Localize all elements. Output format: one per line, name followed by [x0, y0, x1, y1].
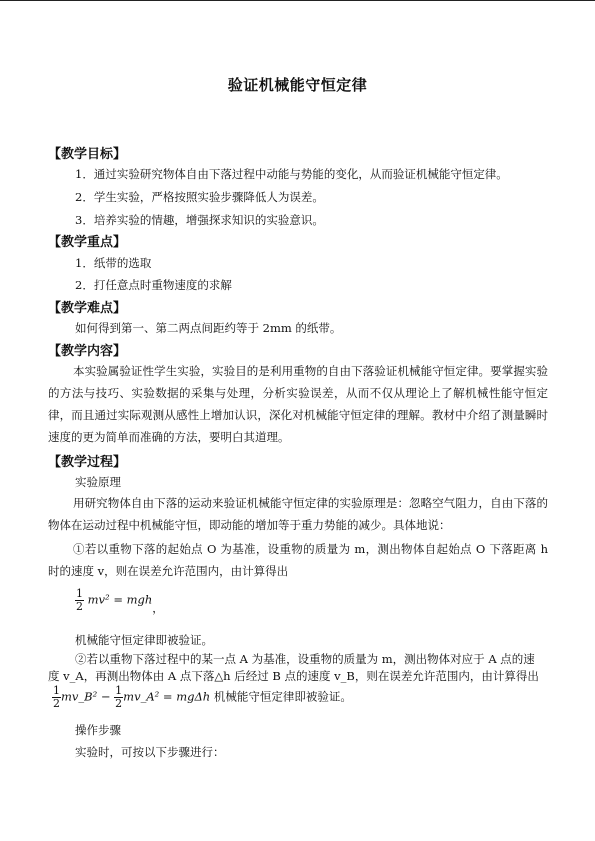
case2-line-2: 度 v_A，再测出物体由 A 点下落△h 后经过 B 点的速度 v_B，则在误差允许范围内，由计算得出 — [48, 669, 539, 683]
principle-label: 实验原理 — [75, 475, 121, 489]
formula-term-b: mv_B² — [61, 689, 98, 704]
content-paragraph: 本实验属验证性学生实验，实验目的是利用重物的自由下落验证机械能守恒定律。要掌握实验的方法与技巧、实验数据的采集与处理，分析实验误差，从而不仅从理论上了解机械性能守恒定律，而且通过实际观测从感性上增加认识，深化对机械能守恒定律的理解。教材中介绍了测量瞬时速度的更为简单而准确的方法，要明白其道理。 — [48, 364, 548, 444]
objective-item-1: 1．通过实验研究物体自由下落过程中动能与势能的变化，从而验证机械能守恒定律。 — [75, 167, 508, 181]
case2-line-1: ②若以重物下落过程中的某一点 A 为基准，设重物的质量为 m，测出物体对应于 A 点的速 — [75, 652, 535, 666]
difficulty-text: 如何得到第一、第二两点间距约等于 2mm 的纸带。 — [75, 321, 342, 335]
objective-item-3: 3．培养实验的情趣，增强探求知识的实验意识。 — [75, 213, 324, 227]
formula-tail: ， — [152, 600, 164, 615]
fraction-half-a: $\frac{1}{2}$ — [115, 684, 123, 710]
fraction-half-b: $\frac{1}{2}$ — [53, 684, 60, 710]
formula-rhs-b: = mgΔh — [159, 689, 211, 704]
formula-rhs: mv² = mgh — [87, 592, 153, 607]
document-title: 验证机械能守恒定律 — [227, 76, 368, 94]
fraction-half: $\frac{1}{2}$ — [76, 587, 83, 613]
steps-intro: 实验时，可按以下步骤进行： — [75, 745, 225, 759]
heading-key-points: 【教学重点】 — [48, 235, 127, 250]
key-point-item-2: 2．打任意点时重物速度的求解 — [75, 278, 232, 292]
case1-paragraph: ①若以重物下落的起始点 O 为基准，设重物的质量为 m，测出物体自起始点 O 下落距离 h 时的速度 v，则在误差允许范围内，由计算得出 — [48, 542, 548, 578]
steps-label: 操作步骤 — [75, 723, 121, 737]
key-point-item-1: 1．纸带的选取 — [75, 256, 152, 270]
principle-paragraph: 用研究物体自由下落的运动来验证机械能守恒定律的实验原理是：忽略空气阻力，自由下落的物体在运动过程中机械能守恒，即动能的增加等于重力势能的减少。具体地说： — [48, 496, 548, 532]
page-top-rule — [0, 0, 595, 1]
formula-minus: − — [97, 689, 115, 704]
heading-objectives: 【教学目标】 — [48, 147, 127, 162]
objective-item-2: 2．学生实验，严格按照实验步骤降低人为误差。 — [75, 190, 324, 204]
case2-formula — [52, 685, 352, 710]
heading-process: 【教学过程】 — [48, 455, 127, 470]
heading-difficulties: 【教学难点】 — [48, 301, 127, 316]
case1-conclusion: 机械能守恒定律即被验证。 — [75, 633, 213, 647]
case1-formula — [75, 588, 164, 613]
case2-conclusion: 机械能守恒定律即被验证。 — [213, 689, 352, 704]
formula-term-a: mv_A² — [123, 689, 160, 704]
heading-content: 【教学内容】 — [48, 344, 127, 359]
